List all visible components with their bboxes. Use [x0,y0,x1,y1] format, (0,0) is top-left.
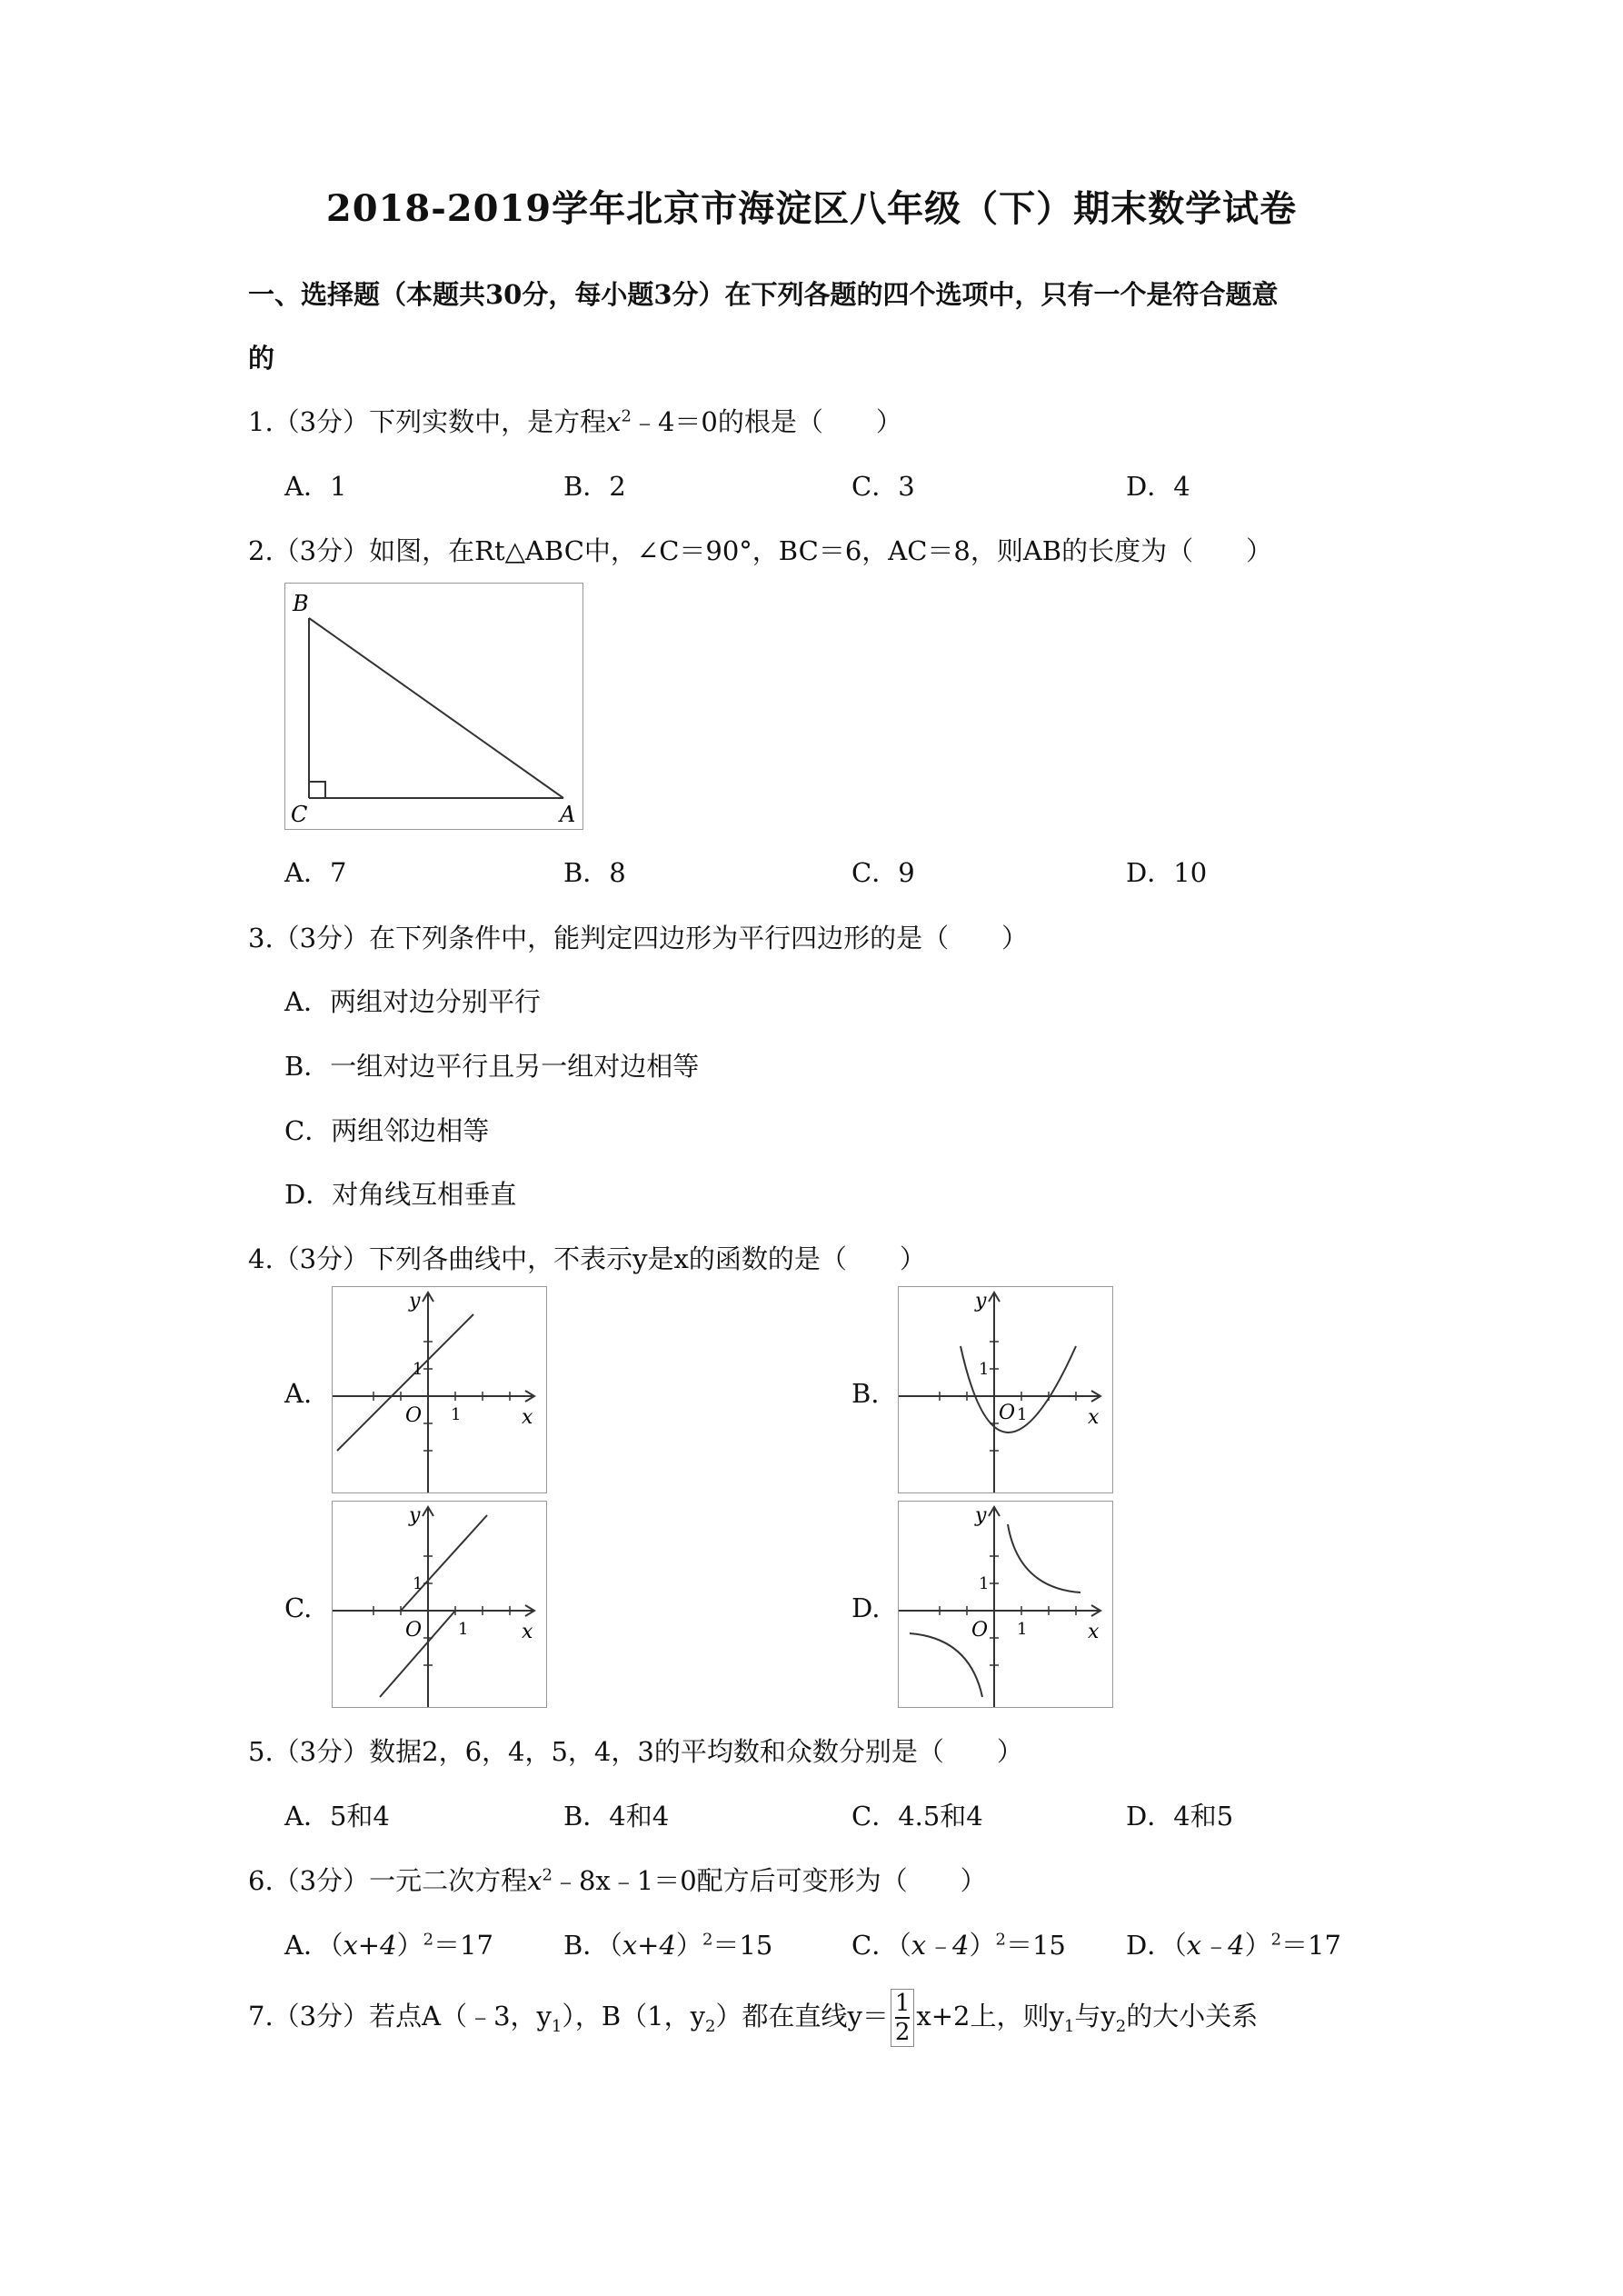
tick-label-y1: 1 [413,1574,423,1593]
axis-label-x: x [1088,1621,1100,1643]
q2-option-d: D．10 [1126,857,1208,888]
q4-graph-c [332,1501,547,1708]
question-2 [248,531,1272,568]
q6-option-d: D．（x﹣4）$^2$＝17 [1126,1930,1341,1961]
q2-option-c: C．9 [851,857,915,888]
tick-label-x1: 1 [1017,1620,1028,1639]
question-3 [248,918,1028,955]
question-stem: 数据2，6，4，5，4，3的平均数和众数分别是（ ） [369,1736,1023,1767]
question-5 [248,1732,1023,1769]
question-score: （3分） [273,1243,370,1274]
q2-option-b: B．8 [563,857,626,888]
q4-graph-a [332,1286,547,1493]
tick-label-y1: 1 [979,1574,990,1593]
exponent: 2 [621,406,632,426]
question-4 [248,1239,926,1276]
question-score: （3分） [273,923,370,953]
q6-option-b: B．$(x+4)^2=15$ [563,1930,773,1961]
exponent: 2 [542,1865,553,1885]
tick-label-x1: 1 [1017,1405,1028,1424]
question-score: （3分） [273,535,370,566]
question-6 [248,1861,987,1898]
question-stem: 一元二次方程 [369,1865,528,1896]
q3-option-c: C．两组邻边相等 [284,1115,490,1146]
question-number: 5. [248,1736,274,1767]
q2-option-a: A．7 [284,857,347,888]
section-heading-cont: 的 [248,343,275,374]
q1-option-c: C．3 [851,471,915,502]
q4-option-a-label: A. [284,1378,313,1409]
question-stem: 在下列条件中，能判定四边形为平行四边形的是（ ） [369,923,1029,953]
question-number: 3. [248,923,274,953]
origin-label: O [405,1404,423,1427]
vertex-label-b: B [293,591,309,616]
axis-label-y: y [975,1504,987,1527]
q5-option-a: A．5和4 [284,1801,390,1832]
q1-option-d: D．4 [1126,471,1190,502]
axis-label-x: x [1088,1406,1100,1429]
q3-option-d: D．对角线互相垂直 [284,1179,517,1210]
q4-option-b-label: B. [851,1378,880,1409]
axis-label-y: y [409,1504,421,1527]
axis-label-x: x [522,1621,533,1643]
q5-option-b: B．4和4 [563,1801,670,1832]
question-7: 7.（3分）若点A（﹣3，$y_1$），B（1，$y_2$）都在直线y＝ $\frac{1}{2}$ x+2上，则$y_1$与$y_2$的大小关系 [248,1990,1259,2046]
q1-option-a: A．1 [284,471,347,502]
section-heading: 一、选择题（本题共30分，每小题3分）在下列各题的四个选项中，只有一个是符合题意 [248,279,1279,310]
question-stem: 下列各曲线中，不表示y是x的函数的是（ ） [369,1243,926,1274]
tick-label-x1: 1 [458,1620,469,1639]
q6-option-a: A．$(x+4)^2=17$ [284,1930,493,1961]
question-stem-end: ﹣4＝0的根是（ ） [631,406,902,437]
question-score: （3分） [273,2001,370,2031]
question-number: 2. [248,535,274,566]
tick-label-y1: 1 [413,1360,423,1379]
axis-label-y: y [409,1290,421,1313]
origin-label: O [971,1619,989,1642]
var: x [606,406,622,437]
tick-label-y1: 1 [979,1360,990,1379]
page-title: 2018-2019学年北京市海淀区八年级（下）期末数学试卷 [325,187,1298,230]
question-1 [248,402,902,439]
q5-option-c: C．4.5和4 [851,1801,983,1832]
q4-graph-b [898,1286,1113,1493]
tick-label-x1: 1 [451,1405,462,1424]
question-score: （3分） [273,406,370,437]
q6-option-c: C．（x﹣4）$^2$＝15 [851,1930,1066,1961]
q4-option-d-label: D. [851,1592,881,1623]
q3-option-b: B．一组对边平行且另一组对边相等 [284,1051,700,1082]
axis-label-y: y [975,1290,987,1313]
question-score: （3分） [273,1736,370,1767]
q1-option-b: B．2 [563,471,626,502]
question-number: 1. [248,406,274,437]
q4-option-c-label: C. [284,1592,313,1623]
origin-label: O [999,1402,1016,1424]
q2-triangle-figure [284,583,583,830]
question-number: 6. [248,1865,274,1896]
vertex-label-a: A [560,802,576,827]
q5-option-d: D．4和5 [1126,1801,1234,1832]
question-stem: 如图，在Rt△ABC中，∠C＝90°，BC＝6，AC＝8，则AB的长度为（ ） [369,535,1273,566]
vertex-label-c: C [291,802,308,827]
q3-option-a: A．两组对边分别平行 [284,986,541,1017]
question-stem: 下列实数中，是方程 [369,406,607,437]
origin-label: O [405,1619,423,1642]
question-stem-end: ﹣8x﹣1＝0配方后可变形为（ ） [552,1865,987,1896]
fraction-one-half: $\frac{1}{2}$ [891,1989,915,2047]
question-number: 4. [248,1243,274,1274]
q4-graph-d [898,1501,1113,1708]
var: x [527,1865,543,1896]
question-number: 7. [248,2001,274,2031]
axis-label-x: x [522,1406,533,1429]
question-score: （3分） [273,1865,370,1896]
